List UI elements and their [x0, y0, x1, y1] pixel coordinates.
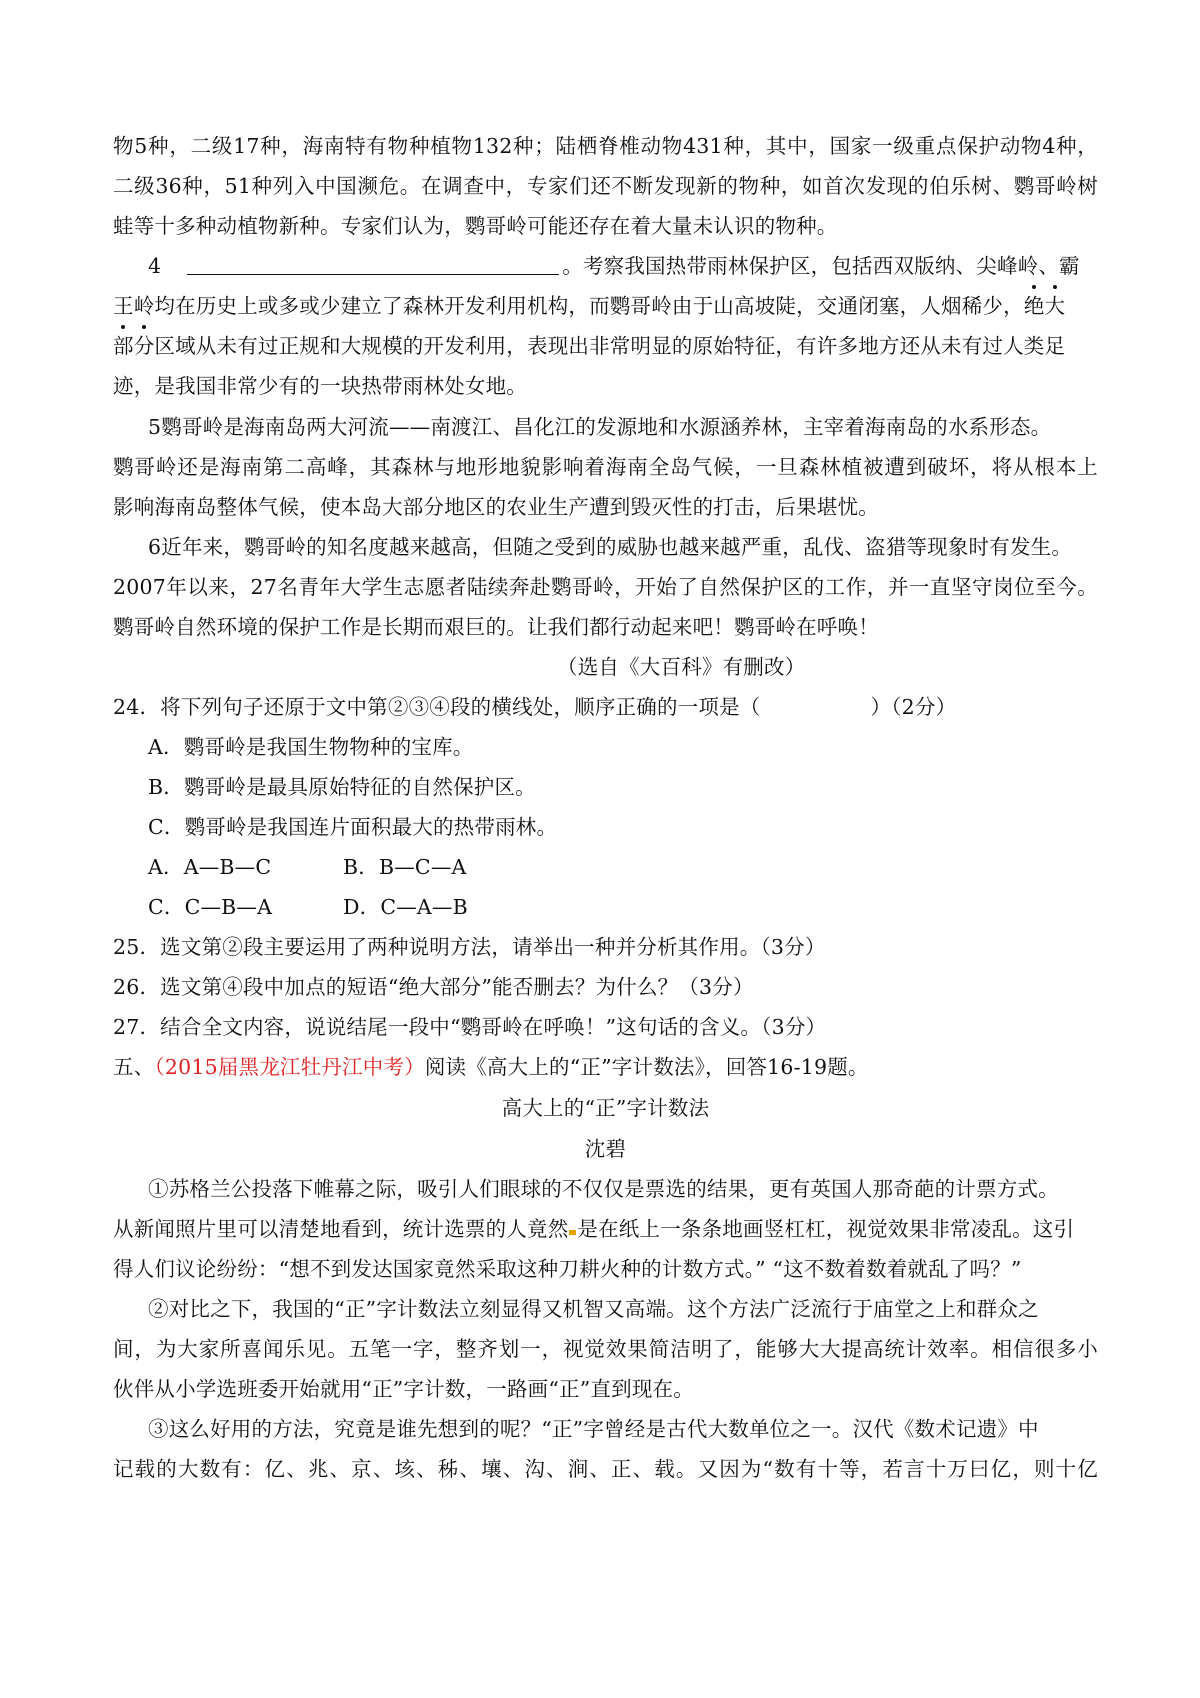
question-26: 26．选文第④段中加点的短语“绝大部分”能否删去？为什么？（3分） — [113, 975, 754, 999]
text: 是在纸上一条条地画竖杠杠，视觉效果非常凌乱。这引 — [577, 1217, 1075, 1241]
answer-c: C．C—B—A — [148, 895, 273, 919]
text-line: 6近年来，鹦哥岭的知名度越来越高，但随之受到的威胁也越来越严重，乱伐、盗猎等现象时有发生。 — [148, 535, 1073, 559]
answer-d: D．C—A—B — [343, 895, 468, 919]
text: 。考察我国热带雨林保护区，包括西双版纳、尖峰岭、霸 — [562, 254, 1080, 278]
text-line: 影响海南岛整体气候，使本岛大部分地区的农业生产遭到毁灭性的打击，后果堪忧。 — [113, 495, 879, 519]
answer-a: A．A—B—C — [148, 855, 272, 879]
text-line-with-blank — [148, 251, 1098, 281]
answer-row — [148, 892, 1133, 922]
emphasis-dot-char: 大 — [1045, 291, 1066, 321]
paragraph-number: 4 — [148, 254, 162, 278]
question-25: 25．选文第②段主要运用了两种说明方法，请举出一种并分析其作用。（3分） — [113, 935, 826, 959]
text-line: 2007年以来，27名青年大学生志愿者陆续奔赴鹦哥岭，开始了自然保护区的工作，并一直坚守岗位至今。 — [113, 575, 1098, 599]
option-c: C．鹦哥岭是我国连片面积最大的热带雨林。 — [148, 815, 558, 839]
text: 五、 — [113, 1055, 155, 1079]
article-title: 高大上的“正”字计数法 — [501, 1096, 710, 1120]
text: 24．将下列句子还原于文中第②③④段的横线处，顺序正确的一项是（ — [113, 695, 761, 719]
text: 区域从未有过正规和大规模的开发利用，表现出非常明显的原始特征，有许多地方还从未有过人类足 — [154, 334, 1066, 358]
text-line: ②对比之下，我国的“正”字计数法立刻显得又机智又高端。这个方法广泛流行于庙堂之上和群众之 — [148, 1297, 1039, 1321]
text: 阅读《高大上的“正”字计数法》，回答16-19题。 — [424, 1055, 869, 1079]
text-line — [113, 1214, 1098, 1244]
option-b: B．鹦哥岭是最具原始特征的自然保护区。 — [148, 775, 536, 799]
text-line — [113, 331, 1098, 361]
text: 从新闻照片里可以清楚地看到，统计选票的人竟然 — [113, 1217, 569, 1241]
text-line: 伙伴从小学选班委开始就用“正”字计数，一路画“正”直到现在。 — [113, 1377, 694, 1401]
option-a: A．鹦哥岭是我国生物物种的宝库。 — [148, 735, 474, 759]
text-line: ③这么好用的方法，究竟是谁先想到的呢？“正”字曾经是古代大数单位之一。汉代《数术记遗》中 — [148, 1417, 1039, 1441]
text: ）（2分） — [870, 695, 957, 719]
fill-in-blank — [187, 252, 559, 275]
question-24 — [113, 692, 1098, 722]
text-line: ①苏格兰公投落下帷幕之际，吸引人们眼球的不仅仅是票选的结果，更有英国人那奇葩的计票方式。 — [148, 1177, 1059, 1201]
answer-row — [148, 852, 1133, 882]
text-line: 蛙等十多种动植物新种。专家们认为，鹦哥岭可能还存在着大量未认识的物种。 — [113, 214, 838, 238]
emphasis-dot-char: 绝 — [1024, 291, 1045, 321]
text-line: 5鹦哥岭是海南岛两大河流——南渡江、昌化江的发源地和水源涵养林，主宰着海南岛的水系形态。 — [148, 415, 1052, 439]
text-line: 物5种，二级17种，海南特有物种植物132种；陆栖脊椎动物431种，其中，国家一级重点保护动物4种， — [113, 134, 1098, 158]
text-line — [113, 291, 1098, 321]
source-citation: （选自《大百科》有删改） — [557, 655, 806, 679]
emphasis-dot-char: 分 — [134, 331, 155, 361]
exam-source-label: （2015届黑龙江牡丹江中考） — [154, 1055, 425, 1079]
text-line: 鹦哥岭还是海南第二高峰，其森林与地形地貌影响着海南全岛气候，一旦森林植被遭到破坏，将从根本上 — [113, 455, 1098, 479]
emphasis-dot-char: 部 — [113, 331, 134, 361]
text-line: 得人们议论纷纷：“想不到发达国家竟然采取这种刀耕火种的计数方式。” “这不数着数着就乱了吗？” — [113, 1257, 1022, 1281]
section-five-heading — [113, 1052, 1098, 1082]
answer-b: B．B—C—A — [343, 855, 467, 879]
text-line: 记载的大数有：亿、兆、京、垓、秭、壤、沟、涧、正、载。又因为“数有十等，若言十万曰亿，则十亿 — [113, 1457, 1098, 1481]
highlight-mark — [569, 1230, 576, 1235]
text-line: 鹦哥岭自然环境的保护工作是长期而艰巨的。让我们都行动起来吧！鹦哥岭在呼唤！ — [113, 615, 879, 639]
text-line: 二级36种，51种列入中国濒危。在调查中，专家们还不断发现新的物种，如首次发现的伯乐树、鹦哥岭树 — [113, 174, 1098, 198]
text-line: 间，为大家所喜闻乐见。五笔一字，整齐划一，视觉效果简洁明了，能够大大提高统计效率。相信很多小 — [113, 1337, 1098, 1361]
text: 王岭均在历史上或多或少建立了森林开发利用机构，而鹦哥岭由于山高坡陡，交通闭塞，人烟稀少， — [113, 294, 1024, 318]
article-author: 沈碧 — [584, 1137, 627, 1161]
text-line: 迹，是我国非常少有的一块热带雨林处女地。 — [113, 374, 527, 398]
question-27: 27．结合全文内容，说说结尾一段中“鹦哥岭在呼唤！”这句话的含义。（3分） — [113, 1015, 827, 1039]
